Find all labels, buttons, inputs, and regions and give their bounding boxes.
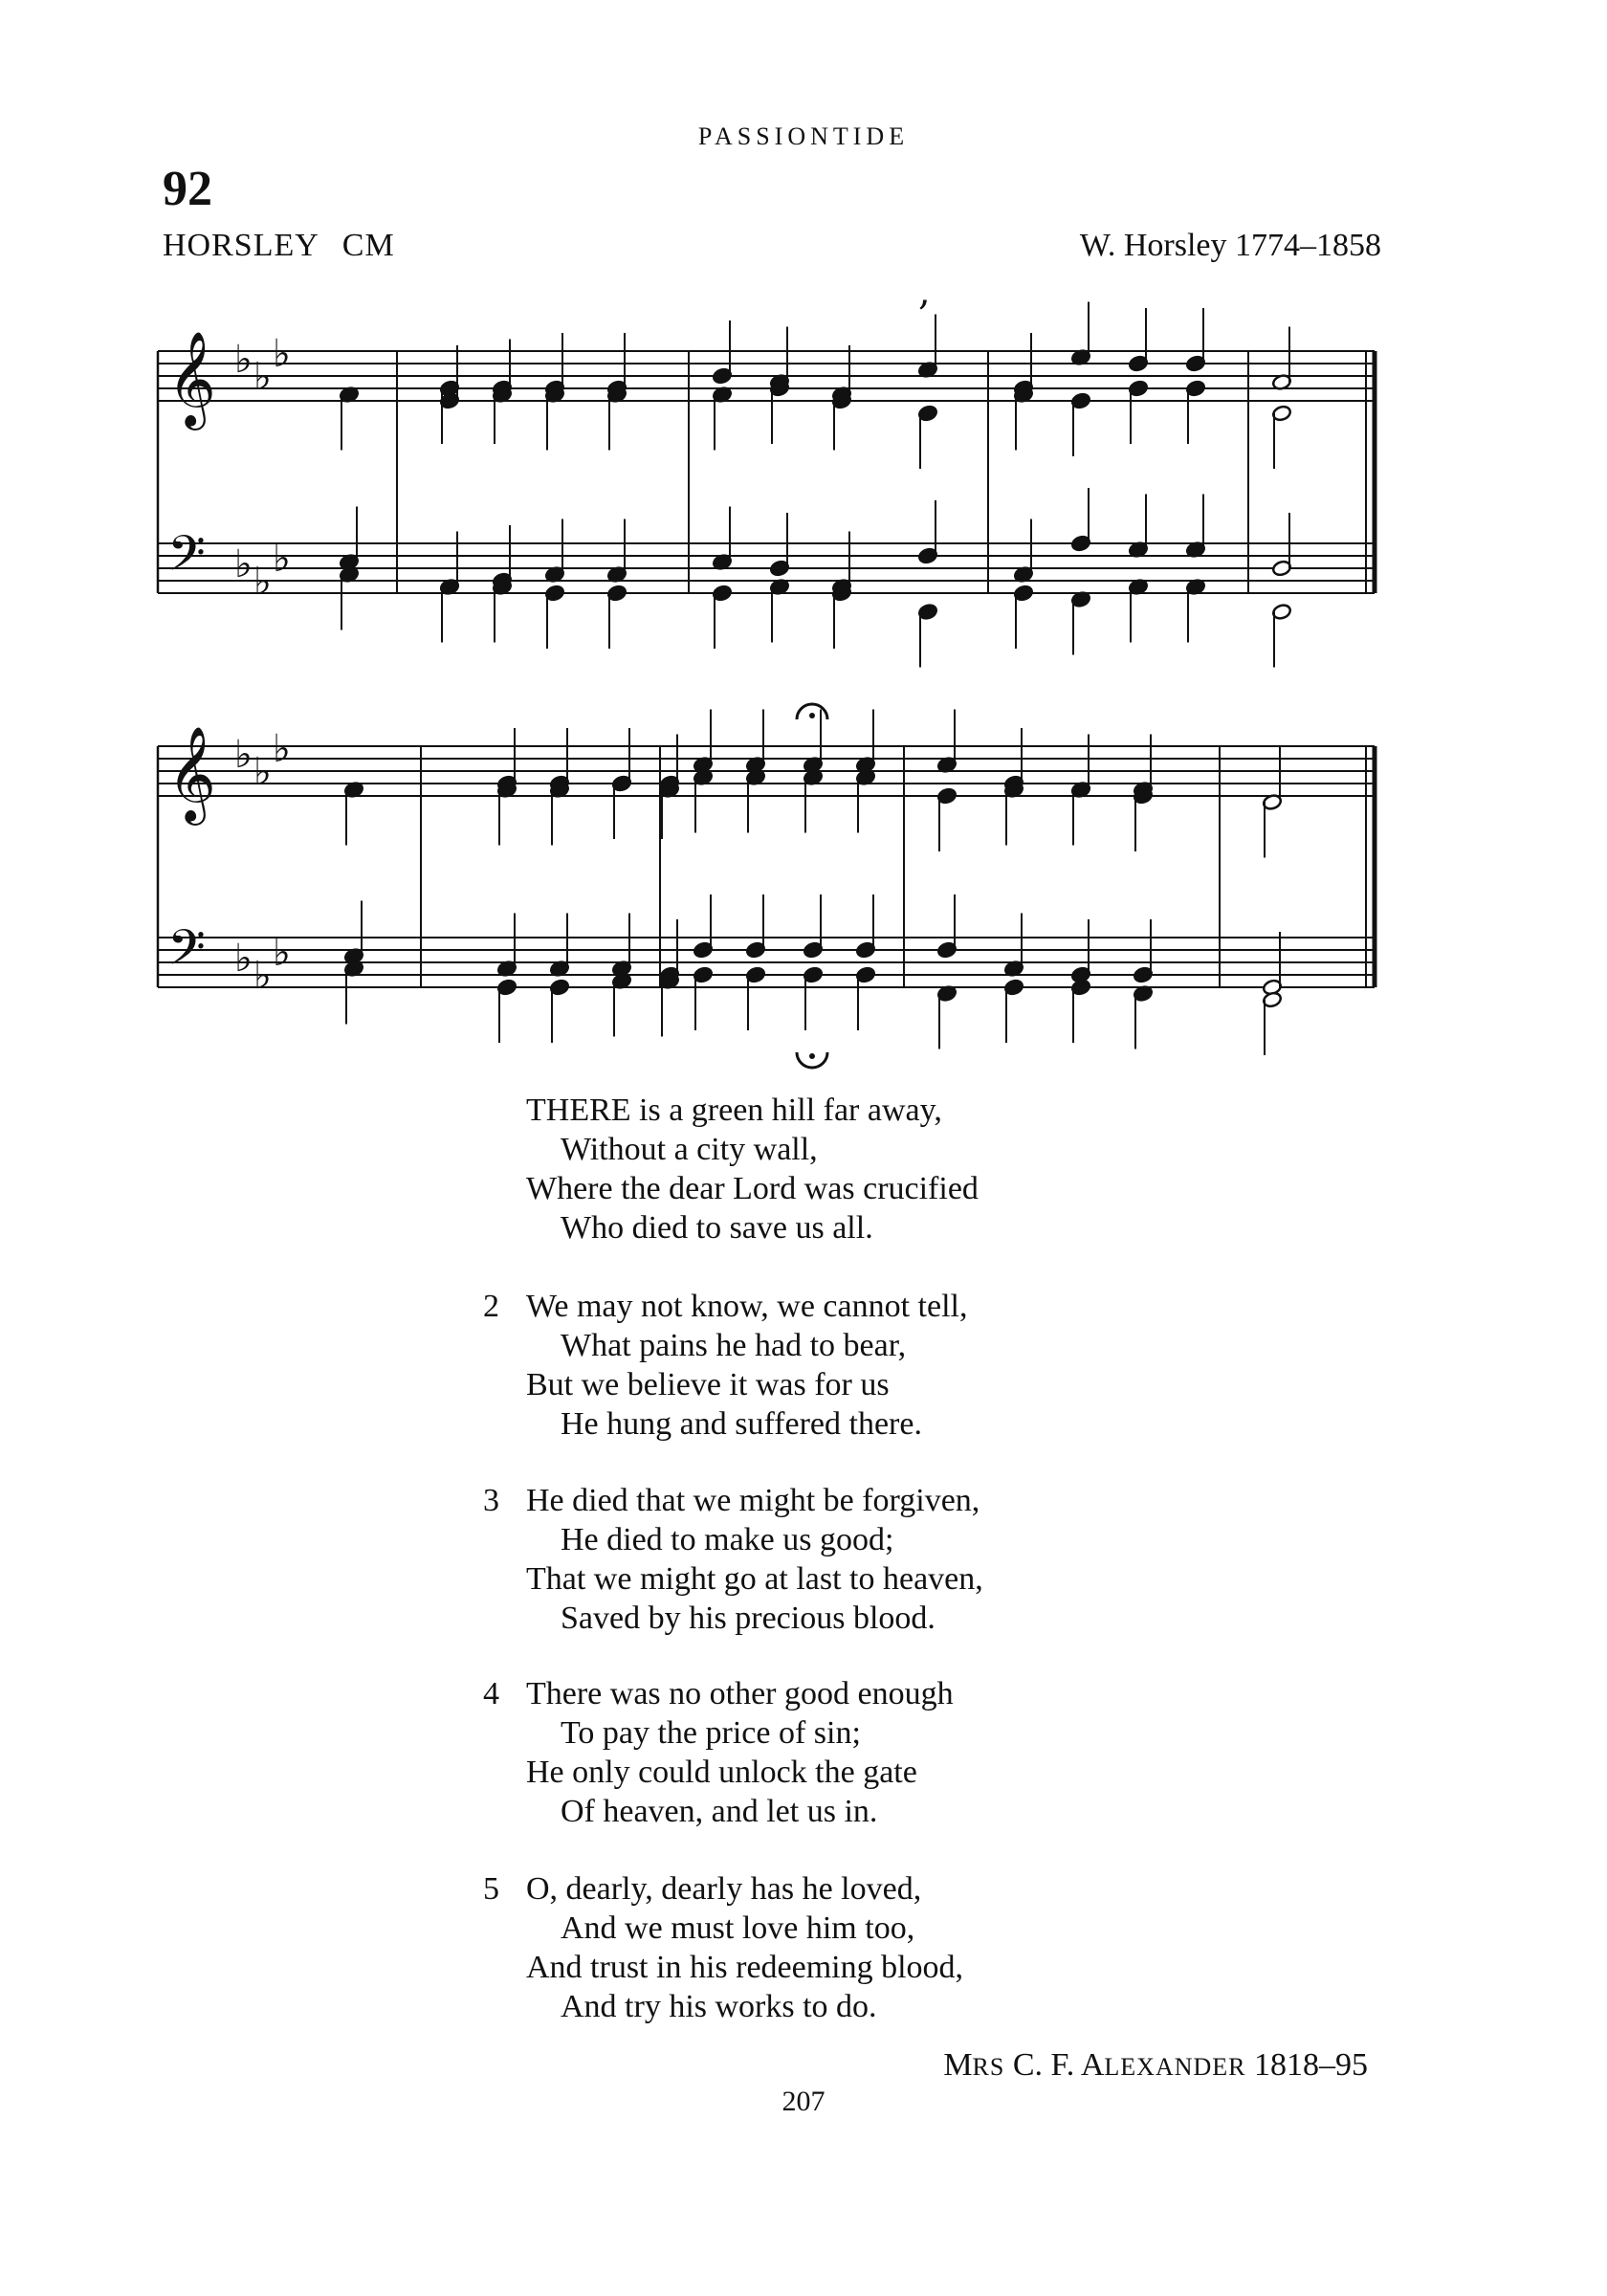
flat-sign: ♭ [234, 733, 253, 777]
bass-staff [158, 894, 1375, 1055]
verse-line: What pains he had to bear, [561, 1328, 907, 1363]
verse-line: But we believe it was for us [526, 1367, 890, 1402]
verse-line: Saved by his precious blood. [561, 1601, 936, 1636]
fermata-dot [809, 713, 815, 718]
bass-clef: 𝄢 [167, 524, 206, 594]
treble-staff [158, 302, 1375, 470]
section-title: PASSIONTIDE [697, 122, 910, 150]
verse-line: O, dearly, dearly has he loved, [526, 1871, 922, 1907]
fermata-dot [809, 1053, 815, 1059]
author-credit: MRS C. F. ALEXANDER 1818–95 [943, 2047, 1368, 2083]
flat-sign: ♭ [253, 355, 272, 399]
flat-sign: ♭ [273, 931, 291, 975]
page-number: 207 [781, 2086, 826, 2117]
verse-number: 4 [483, 1676, 499, 1711]
verse-line: Where the dear Lord was crucified [526, 1171, 979, 1206]
verse-line: There was no other good enough [526, 1676, 954, 1711]
bass-staff [158, 488, 1375, 668]
verse-line: And try his works to do. [561, 1989, 877, 2024]
verse-number: 3 [483, 1483, 499, 1518]
system-2 [158, 746, 1375, 987]
treble-clef: 𝄞 [167, 726, 216, 822]
treble-staff [158, 710, 1375, 858]
flat-sign: ♭ [234, 542, 253, 586]
breath-mark: , [918, 270, 931, 314]
verse-line: Who died to save us all. [561, 1210, 873, 1246]
tune-meter: CM [341, 228, 395, 263]
verse-line: And trust in his redeeming blood, [526, 1950, 964, 1985]
flat-sign: ♭ [234, 937, 253, 981]
verse-line: Without a city wall, [561, 1132, 818, 1167]
flat-sign: ♭ [273, 537, 291, 581]
flat-sign: ♭ [234, 338, 253, 382]
tune-title: HORSLEY [163, 228, 319, 263]
verse-line: We may not know, we cannot tell, [526, 1289, 968, 1324]
verse-line: And we must love him too, [561, 1910, 915, 1946]
hymn-number: 92 [163, 162, 212, 216]
verse-line: THERE is a green hill far away, [526, 1093, 942, 1128]
flat-sign: ♭ [273, 727, 291, 771]
verse-line: He died that we might be forgiven, [526, 1483, 980, 1518]
treble-clef: 𝄞 [167, 331, 216, 427]
music-score [0, 0, 1607, 1100]
flat-sign: ♭ [253, 560, 272, 604]
flat-sign: ♭ [273, 332, 291, 376]
verse-line: He only could unlock the gate [526, 1755, 917, 1790]
verse-number: 5 [483, 1871, 499, 1907]
staff-systems [158, 270, 1375, 1068]
verse-line: That we might go at last to heaven, [526, 1561, 983, 1597]
composer: W. Horsley 1774–1858 [1079, 228, 1381, 263]
verse-line: Of heaven, and let us in. [561, 1794, 878, 1829]
flat-sign: ♭ [253, 750, 272, 794]
verse-line: He died to make us good; [561, 1522, 894, 1557]
flat-sign: ♭ [253, 954, 272, 998]
verse-number: 2 [483, 1289, 499, 1324]
verse-line: To pay the price of sin; [561, 1715, 861, 1751]
verse-line: He hung and suffered there. [561, 1406, 922, 1442]
bass-clef: 𝄢 [167, 918, 206, 988]
